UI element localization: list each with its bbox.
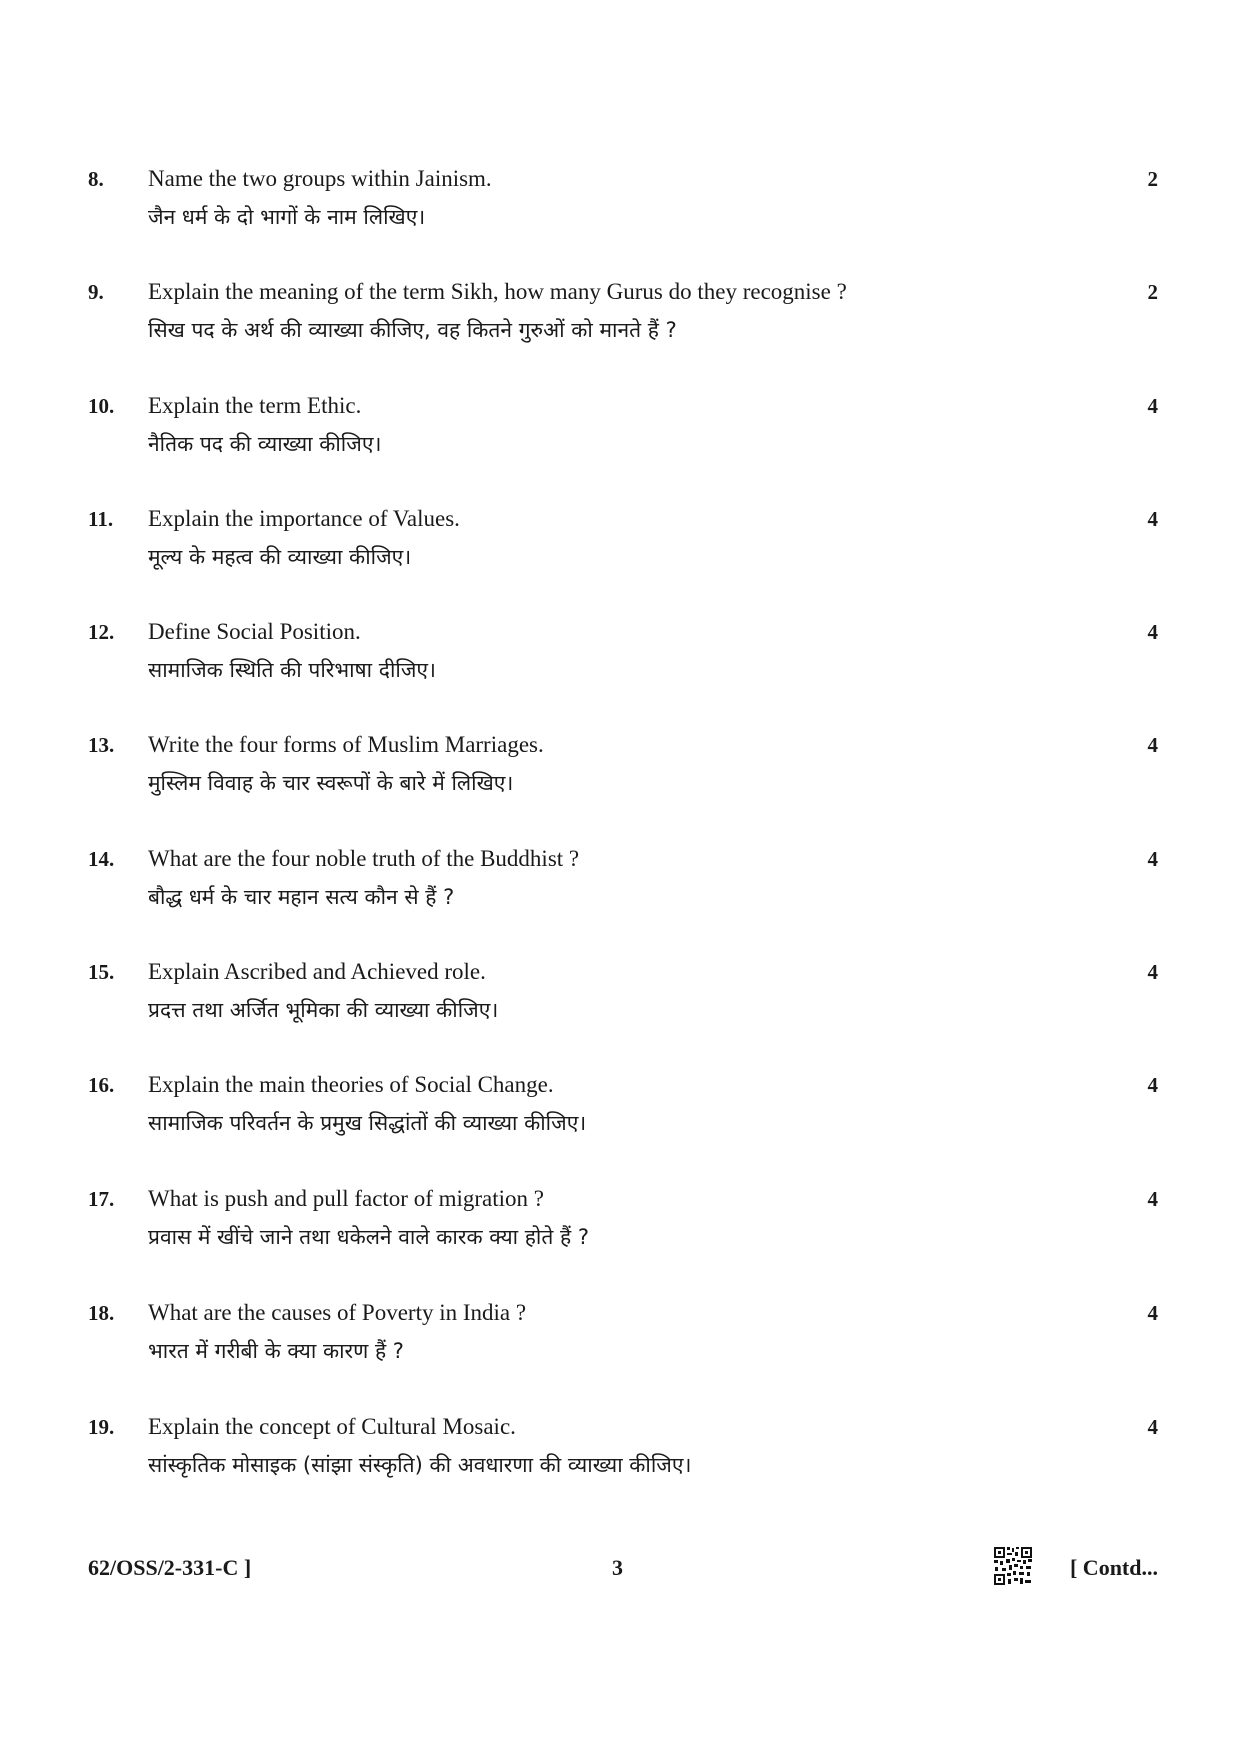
question-12 bbox=[88, 618, 1158, 698]
question-text-english: What are the causes of Poverty in India ? bbox=[148, 1300, 527, 1325]
question-text-hindi: प्रदत्त तथा अर्जित भूमिका की व्याख्या कीजिए। bbox=[148, 998, 499, 1022]
question-17 bbox=[88, 1185, 1158, 1265]
paper-code: 62/OSS/2-331-C ] bbox=[88, 1555, 252, 1580]
question-text-hindi: जैन धर्म के दो भागों के नाम लिखिए। bbox=[148, 205, 426, 229]
question-number: 15. bbox=[88, 960, 115, 984]
question-10 bbox=[88, 392, 1158, 472]
question-text-hindi: भारत में गरीबी के क्या कारण हैं ? bbox=[148, 1339, 404, 1363]
question-number: 13. bbox=[88, 733, 115, 757]
question-text-hindi: सांस्कृतिक मोसाइक (सांझा संस्कृति) की अवधारणा की व्याख्या कीजिए। bbox=[148, 1453, 692, 1477]
question-number: 19. bbox=[88, 1415, 115, 1439]
question-text-english: What are the four noble truth of the Buddhist ? bbox=[148, 846, 580, 871]
question-text-english: Define Social Position. bbox=[148, 619, 361, 644]
question-text-english: Explain the term Ethic. bbox=[148, 393, 362, 418]
question-marks: 2 bbox=[1147, 167, 1158, 191]
question-marks: 4 bbox=[1147, 1415, 1158, 1439]
question-15 bbox=[88, 958, 1158, 1038]
question-marks: 4 bbox=[1147, 1301, 1158, 1325]
continued-label: [ Contd... bbox=[1069, 1555, 1158, 1580]
question-11 bbox=[88, 505, 1158, 585]
question-text-english: Explain Ascribed and Achieved role. bbox=[148, 959, 486, 984]
question-text-hindi: बौद्ध धर्म के चार महान सत्य कौन से हैं ? bbox=[148, 885, 455, 909]
question-14 bbox=[88, 845, 1158, 925]
question-text-hindi: सामाजिक स्थिति की परिभाषा दीजिए। bbox=[148, 658, 436, 682]
question-number: 16. bbox=[88, 1073, 115, 1097]
question-8 bbox=[88, 165, 1158, 245]
question-number: 11. bbox=[88, 507, 114, 531]
qr-code-icon bbox=[993, 1546, 1033, 1586]
question-marks: 2 bbox=[1147, 280, 1158, 304]
question-number: 14. bbox=[88, 847, 115, 871]
question-marks: 4 bbox=[1147, 1187, 1158, 1211]
question-number: 8. bbox=[88, 167, 104, 191]
question-text-english: Explain the meaning of the term Sikh, how many Gurus do they recognise ? bbox=[148, 279, 847, 304]
question-18 bbox=[88, 1299, 1158, 1379]
question-text-hindi: नैतिक पद की व्याख्या कीजिए। bbox=[148, 432, 382, 456]
question-marks: 4 bbox=[1147, 1073, 1158, 1097]
question-text-hindi: मूल्य के महत्व की व्याख्या कीजिए। bbox=[148, 545, 412, 569]
question-text-english: Explain the main theories of Social Change. bbox=[148, 1072, 554, 1097]
question-marks: 4 bbox=[1147, 733, 1158, 757]
question-number: 9. bbox=[88, 280, 104, 304]
question-16 bbox=[88, 1071, 1158, 1151]
question-text-english: Explain the importance of Values. bbox=[148, 506, 460, 531]
question-text-hindi: मुस्लिम विवाह के चार स्वरूपों के बारे में लिखिए। bbox=[148, 771, 514, 795]
page-number: 3 bbox=[612, 1555, 623, 1580]
question-number: 12. bbox=[88, 620, 115, 644]
question-text-english: Name the two groups within Jainism. bbox=[148, 166, 492, 191]
question-marks: 4 bbox=[1147, 960, 1158, 984]
question-13 bbox=[88, 731, 1158, 811]
question-marks: 4 bbox=[1147, 620, 1158, 644]
question-number: 18. bbox=[88, 1301, 115, 1325]
question-marks: 4 bbox=[1147, 394, 1158, 418]
question-text-hindi: सिख पद के अर्थ की व्याख्या कीजिए, वह कितने गुरुओं को मानते हैं ? bbox=[148, 318, 677, 342]
question-number: 17. bbox=[88, 1187, 115, 1211]
question-number: 10. bbox=[88, 394, 115, 418]
question-text-english: Write the four forms of Muslim Marriages. bbox=[148, 732, 544, 757]
question-marks: 4 bbox=[1147, 847, 1158, 871]
question-text-english: Explain the concept of Cultural Mosaic. bbox=[148, 1414, 516, 1439]
question-text-hindi: सामाजिक परिवर्तन के प्रमुख सिद्धांतों की व्याख्या कीजिए। bbox=[148, 1111, 587, 1135]
question-text-hindi: प्रवास में खींचे जाने तथा धकेलने वाले कारक क्या होते हैं ? bbox=[148, 1225, 589, 1249]
question-19 bbox=[88, 1413, 1158, 1493]
question-9 bbox=[88, 278, 1158, 358]
question-marks: 4 bbox=[1147, 507, 1158, 531]
question-text-english: What is push and pull factor of migration ? bbox=[148, 1186, 545, 1211]
